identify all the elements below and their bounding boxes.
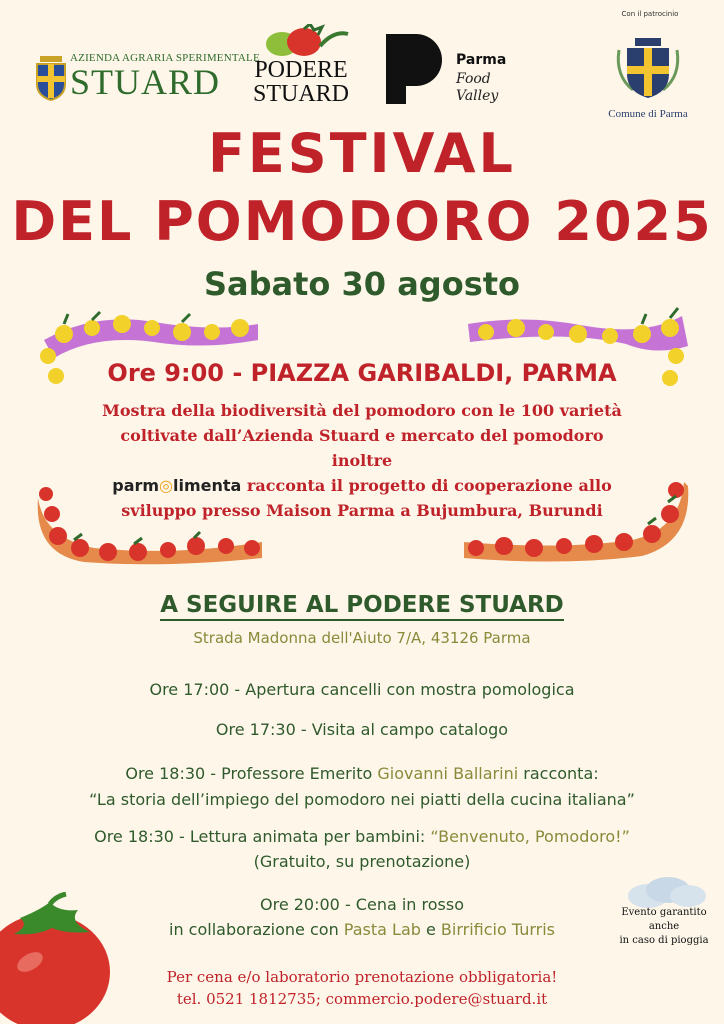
rain-note-line3: in caso di pioggia [619, 935, 709, 946]
patrocinio-label: Con il patrocinio [621, 10, 679, 18]
comune-di-parma-logo [596, 36, 700, 124]
morning-description-line4-text: racconta il progetto di cooperazione allo [246, 476, 612, 495]
reading-title: “Benvenuto, Pomodoro!” [430, 827, 630, 846]
stuard-crest-icon [34, 54, 68, 102]
pfv-valley: Valley [456, 88, 499, 104]
parmalimenta-leaf-icon: ◎ [159, 476, 174, 495]
booking-contacts[interactable]: tel. 0521 1812735; commercio.podere@stuard.it [176, 990, 548, 1008]
parma-food-valley-logo [386, 34, 516, 108]
podere-address: Strada Madonna dell'Aiuto 7/A, 43126 Parma [193, 629, 531, 647]
podere-stuard-logo [244, 24, 358, 108]
program-item-4-note: (Gratuito, su prenotazione) [253, 852, 471, 871]
stuard-logo [34, 52, 260, 104]
partner-pasta-lab: Pasta Lab [343, 920, 421, 939]
speaker-name: Giovanni Ballarini [377, 764, 519, 783]
pfv-food: Food [456, 71, 491, 87]
booking-line1: Per cena e/o laboratorio prenotazione obbligatoria! [166, 968, 558, 986]
pfv-name: Parma [456, 52, 507, 68]
morning-description-line3: inoltre [331, 451, 393, 470]
rain-guarantee-note [608, 876, 720, 956]
parma-crest-icon [613, 36, 683, 102]
festival-title-line2: DEL POMODORO 2025 [11, 190, 713, 253]
stuard-logo-name: STUARD [70, 62, 221, 102]
comune-label: Comune di Parma [608, 108, 688, 120]
partners-and: e [420, 920, 441, 939]
booking-info [0, 966, 724, 1010]
parmalimenta-logo-part1: parm [112, 476, 160, 495]
program-item-3-prefix: Ore 18:30 - Professore Emerito [125, 764, 378, 783]
partner-birrificio-turris: Birrificio Turris [440, 920, 555, 939]
parmalimenta-logo [112, 476, 241, 495]
afternoon-heading [0, 590, 724, 620]
morning-time-place: Ore 9:00 - PIAZZA GARIBALDI, PARMA [107, 359, 617, 387]
program-item-2: Ore 17:30 - Visita al campo catalogo [215, 720, 509, 739]
program-item-4-prefix: Ore 18:30 - Lettura animata per bambini: [94, 827, 431, 846]
vegetables-icon [244, 24, 358, 58]
parma-p-icon [386, 34, 442, 104]
morning-description-line5: sviluppo presso Maison Parma a Bujumbura, Burundi [121, 501, 603, 520]
program-item-3-suffix: racconta: [518, 764, 599, 783]
rain-note-line2: anche [648, 921, 680, 932]
program-item-1: Ore 17:00 - Apertura cancelli con mostra pomologica [149, 680, 575, 699]
program-item-3-quote: “La storia dell’impiego del pomodoro nei piatti della cucina italiana” [89, 790, 635, 809]
cloud-icon [608, 876, 720, 910]
program-item-4 [0, 825, 724, 849]
event-date: Sabato 30 agosto [203, 265, 521, 303]
stuard-logo-subtitle: AZIENDA AGRARIA SPERIMENTALE [70, 52, 260, 64]
parmalimenta-logo-part2: limenta [173, 476, 242, 495]
morning-description-line2: coltivate dall’Azienda Stuard e mercato del pomodoro [120, 426, 604, 445]
rain-note-line1: Evento garantito [621, 907, 707, 918]
morning-description-line4 [0, 475, 724, 496]
partners-prefix: in collaborazione con [169, 920, 344, 939]
afternoon-heading-text: A SEGUIRE AL PODERE STUARD [160, 592, 564, 621]
festival-title-line1: FESTIVAL [208, 122, 516, 185]
podere-logo-line1: PODERE [254, 57, 348, 83]
program-item-3 [0, 762, 724, 786]
program-item-5: Ore 20:00 - Cena in rosso [260, 895, 464, 914]
rain-note-text [608, 906, 720, 948]
podere-logo-line2: STUARD [252, 81, 349, 107]
morning-description-line1: Mostra della biodiversità del pomodoro con le 100 varietà [102, 401, 622, 420]
